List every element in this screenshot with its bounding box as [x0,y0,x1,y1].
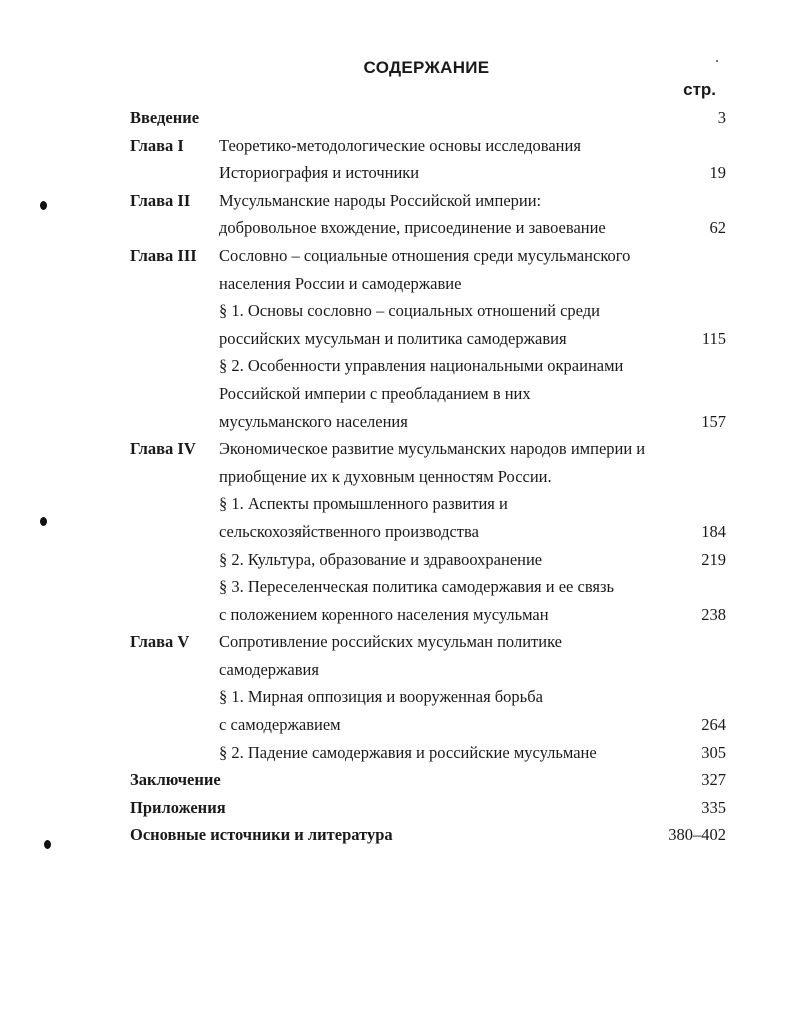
toc-entry [130,435,726,463]
chapter-label: Глава III [130,245,197,265]
toc-entry [130,739,726,767]
toc-entry-title: Основные источники и литература [130,825,393,845]
toc-page-number: 184 [701,521,726,541]
toc-entry [130,518,726,546]
toc-entry [130,490,726,518]
toc-entry [130,683,726,711]
toc-entry-title: § 2. Особенности управления национальными окраинами [219,356,624,376]
toc-page-number: 380–402 [668,825,726,845]
toc-entry-title: § 2. Культура, образование и здравоохранение [219,549,543,569]
toc-entry [130,601,726,629]
toc-page-number: 115 [701,328,726,348]
toc-entry [130,270,726,298]
toc-page-number: 264 [701,715,726,735]
toc-page-number: 335 [701,797,726,817]
toc-entry [130,187,726,215]
toc-page-number: 238 [701,604,726,624]
toc-entry-title: Заключение [130,770,221,790]
toc-entry-title: § 1. Мирная оппозиция и вооруженная борьба [219,687,543,707]
page-column-header: стр. [683,80,716,99]
toc-page-number: 219 [701,549,726,569]
toc-page-number: 327 [701,770,726,790]
toc-entry-title: Теоретико-методологические основы исследования [219,135,581,155]
toc-entry-title: § 1. Основы сословно – социальных отношений среди [219,301,600,321]
chapter-label: Глава IV [130,439,196,459]
binder-hole-mark [40,517,47,526]
toc-entry-title: § 1. Аспекты промышленного развития и [219,494,508,514]
toc-entry-title: § 2. Падение самодержавия и российские мусульмане [219,742,597,762]
toc-entry [130,766,726,794]
table-of-contents [130,104,726,849]
toc-entry [130,132,726,160]
toc-entry-title: Мусульманские народы Российской империи: [219,190,542,210]
toc-entry-title: сельскохозяйственного производства [219,521,479,541]
toc-entry-title: мусульманского населения [219,411,408,431]
binder-hole-mark [40,201,47,210]
toc-entry [130,325,726,353]
toc-entry [130,104,726,132]
toc-entry-title: с самодержавием [219,715,341,735]
toc-entry [130,573,726,601]
page-title: СОДЕРЖАНИЕ [363,58,490,77]
toc-entry-title: добровольное вхождение, присоединение и завоевание [219,218,606,238]
chapter-label: Глава I [130,135,184,155]
toc-entry [130,794,726,822]
toc-entry [130,297,726,325]
toc-entry [130,711,726,739]
toc-entry-title: населения России и самодержавие [219,273,462,293]
toc-entry-title: приобщение их к духовным ценностям России. [219,466,552,486]
toc-entry-title: российских мусульман и политика самодержавия [219,328,567,348]
toc-entry-title: Сопротивление российских мусульман политике [219,632,562,652]
toc-entry-title: Историография и источники [219,163,420,183]
toc-page-number: 157 [701,411,726,431]
toc-entry-title: § 3. Переселенческая политика самодержавия и ее связь [219,577,615,597]
toc-entry [130,214,726,242]
toc-entry [130,656,726,684]
toc-entry [130,628,726,656]
toc-entry [130,380,726,408]
toc-page-number: 3 [717,108,726,127]
toc-entry-title: Введение [130,108,200,127]
scan-speck [716,60,718,62]
toc-page-number: 305 [701,742,726,762]
toc-entry-title: Экономическое развитие мусульманских народов империи и [219,439,646,459]
toc-entry [130,463,726,491]
toc-entry [130,546,726,574]
toc-entry-title: с положением коренного населения мусульман [219,604,549,624]
toc-entry-title: Сословно – социальные отношения среди мусульманского [219,245,631,265]
toc-entry [130,408,726,436]
toc-entry [130,242,726,270]
toc-entry [130,352,726,380]
toc-entry [130,159,726,187]
binder-hole-mark [44,840,51,849]
toc-entry-title: самодержавия [219,659,319,679]
toc-entry-title: Приложения [130,797,226,817]
chapter-label: Глава II [130,190,191,210]
toc-page-number: 62 [709,218,726,238]
chapter-label: Глава V [130,632,190,652]
toc-entry-title: Российской империи с преобладанием в них [219,383,531,403]
toc-page-number: 19 [709,163,726,183]
toc-entry [130,821,726,849]
